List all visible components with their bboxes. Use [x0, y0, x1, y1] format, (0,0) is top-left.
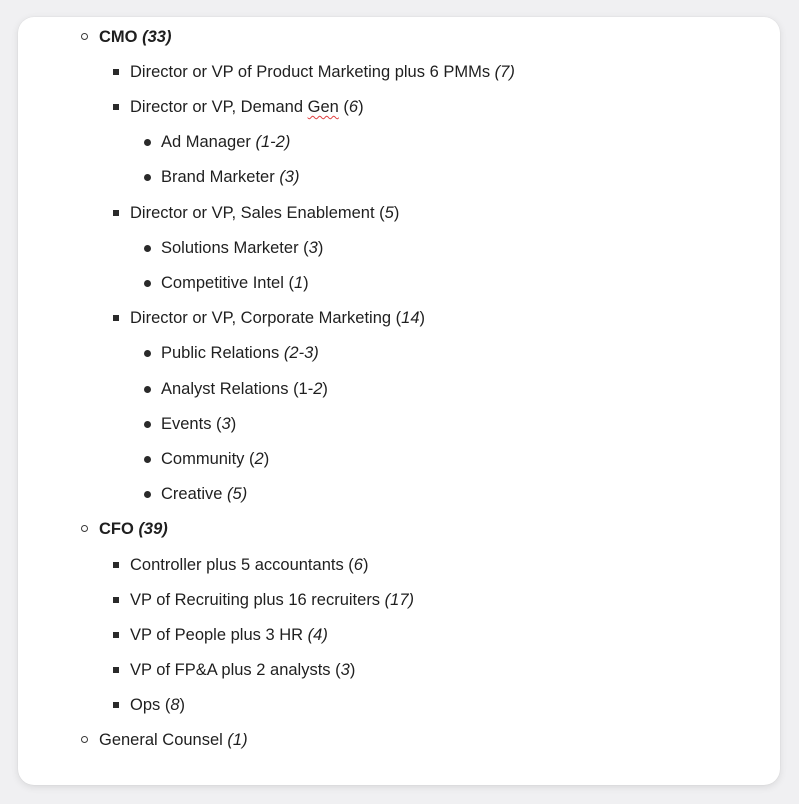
- item-label: Controller plus 5 accountants (: [130, 556, 354, 574]
- item-label: General Counsel: [99, 731, 223, 749]
- item-text: [130, 694, 185, 716]
- item-count: 1: [293, 274, 304, 292]
- square-bullet-icon: [112, 589, 126, 611]
- item-label-close: ): [358, 98, 364, 116]
- item-label-close: ): [303, 274, 309, 292]
- item-text: [130, 554, 368, 576]
- item-label: VP of People plus 3 HR: [130, 626, 304, 644]
- item-label-close: ): [322, 380, 328, 398]
- item-text: [130, 61, 515, 83]
- item-label-close: ): [349, 661, 356, 679]
- document-card: [18, 17, 780, 785]
- square-bullet-icon: [112, 96, 126, 118]
- item-count: (3): [279, 168, 300, 186]
- item-label: Director or VP of Product Marketing plus 6 PMMs: [130, 63, 491, 81]
- disc-bullet-icon: [143, 413, 157, 435]
- item-text: [130, 307, 425, 329]
- disc-bullet-icon: [143, 483, 157, 505]
- item-text: [161, 342, 319, 364]
- item-count: 5: [384, 204, 394, 222]
- item-label: Director or VP, Corporate Marketing (: [130, 309, 402, 327]
- item-text: [130, 202, 399, 224]
- item-text: [130, 96, 364, 118]
- spellcheck-word[interactable]: Gen: [307, 98, 339, 116]
- item-label-close: ): [317, 239, 324, 257]
- item-text: [99, 26, 171, 48]
- item-count: (39): [138, 520, 168, 538]
- item-count: 6: [348, 98, 359, 116]
- item-text: [161, 166, 299, 188]
- disc-bullet-icon: [143, 342, 157, 364]
- square-bullet-icon: [112, 554, 126, 576]
- disc-bullet-icon: [143, 237, 157, 259]
- item-count: (33): [142, 28, 172, 46]
- item-text: [161, 448, 269, 470]
- item-label: VP of Recruiting plus 16 recruiters: [130, 591, 381, 609]
- item-count: (4): [307, 626, 328, 644]
- item-count: 3: [308, 239, 318, 257]
- item-label-close: ): [263, 450, 270, 468]
- item-text: [161, 237, 323, 259]
- disc-bullet-icon: [143, 448, 157, 470]
- item-label-close: ): [179, 696, 186, 714]
- item-text: [99, 729, 248, 751]
- square-bullet-icon: [112, 659, 126, 681]
- hollow-circle-bullet-icon: [81, 729, 95, 751]
- item-label: Brand Marketer: [161, 168, 275, 186]
- item-count: (17): [384, 591, 414, 609]
- item-label: VP of FP&A plus 2 analysts (: [130, 661, 341, 679]
- item-label-open: (: [338, 98, 349, 116]
- item-count: 14: [401, 309, 420, 327]
- disc-bullet-icon: [143, 378, 157, 400]
- square-bullet-icon: [112, 624, 126, 646]
- hollow-circle-bullet-icon: [81, 26, 95, 48]
- item-count: (5): [227, 485, 248, 503]
- square-bullet-icon: [112, 307, 126, 329]
- item-label: Director or VP, Demand: [130, 98, 308, 116]
- item-text: [161, 378, 328, 400]
- disc-bullet-icon: [143, 272, 157, 294]
- item-label: Community (: [161, 450, 255, 468]
- hollow-circle-bullet-icon: [81, 518, 95, 540]
- item-label: Events (: [161, 415, 222, 433]
- square-bullet-icon: [112, 202, 126, 224]
- item-text: [161, 483, 247, 505]
- item-label: Ops (: [130, 696, 171, 714]
- item-label: Public Relations: [161, 344, 280, 362]
- item-label: Competitive Intel (: [161, 274, 294, 292]
- item-text: [130, 589, 414, 611]
- item-label: CMO: [99, 28, 138, 46]
- item-label-close: ): [393, 204, 400, 222]
- item-label: Analyst Relations (1-: [161, 380, 314, 398]
- item-label-close: ): [419, 309, 425, 327]
- item-count: 6: [353, 556, 363, 574]
- item-text: [130, 659, 355, 681]
- item-count: (1): [227, 731, 248, 749]
- item-label: CFO: [99, 520, 134, 538]
- square-bullet-icon: [112, 694, 126, 716]
- disc-bullet-icon: [143, 166, 157, 188]
- item-text: [99, 518, 168, 540]
- item-text: [161, 131, 290, 153]
- item-count: (7): [494, 63, 515, 81]
- item-text: [130, 624, 328, 646]
- item-count: 2: [254, 450, 264, 468]
- disc-bullet-icon: [143, 131, 157, 153]
- item-count: (2-3): [283, 344, 319, 362]
- item-label: Director or VP, Sales Enablement (: [130, 204, 385, 222]
- item-text: [161, 272, 309, 294]
- item-label: Ad Manager: [161, 133, 251, 151]
- item-text: [161, 413, 236, 435]
- item-label: Solutions Marketer (: [161, 239, 309, 257]
- item-count: 8: [170, 696, 180, 714]
- item-count: 2: [313, 380, 323, 398]
- item-count: (1-2): [255, 133, 291, 151]
- item-label-close: ): [230, 415, 237, 433]
- item-label-close: ): [362, 556, 369, 574]
- item-label: Creative: [161, 485, 223, 503]
- square-bullet-icon: [112, 61, 126, 83]
- item-count: 3: [221, 415, 231, 433]
- item-count: 3: [340, 661, 350, 679]
